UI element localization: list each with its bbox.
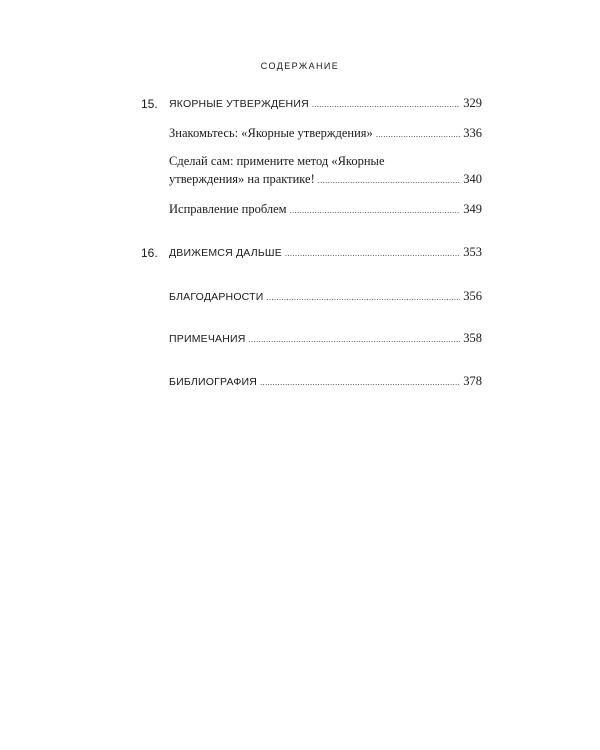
- chapter-15-number: 15.: [141, 97, 158, 111]
- chapter-16-title: ДВИЖЕМСЯ ДАЛЬШЕ: [169, 247, 282, 259]
- toc-entry-section-meet[interactable]: [169, 125, 482, 143]
- dot-leader: [318, 172, 460, 189]
- dot-leader: [376, 126, 460, 143]
- dot-leader: [266, 289, 460, 306]
- dot-leader: [249, 331, 461, 348]
- dot-leader: [312, 96, 460, 113]
- section-meet-title: Знакомьтесь: «Якорные утверждения»: [169, 126, 373, 140]
- dot-leader: [285, 245, 460, 262]
- toc-entry-notes[interactable]: [169, 330, 482, 348]
- section-diy-page: 340: [463, 172, 482, 186]
- section-troubleshooting-page: 349: [463, 202, 482, 216]
- section-diy-title-line1[interactable]: Сделай сам: примените метод «Якорные: [169, 154, 385, 168]
- toc-entry-chapter-16[interactable]: [169, 244, 482, 262]
- chapter-15-title: ЯКОРНЫЕ УТВЕРЖДЕНИЯ: [169, 98, 309, 110]
- toc-entry-chapter-15[interactable]: [169, 95, 482, 113]
- chapter-16-page: 353: [463, 245, 482, 259]
- acknowledgements-title: БЛАГОДАРНОСТИ: [169, 291, 264, 303]
- section-diy-title-line2: утверждения» на практике!: [169, 172, 315, 186]
- section-troubleshooting-title: Исправление проблем: [169, 202, 287, 216]
- dot-leader: [260, 374, 460, 391]
- toc-entry-section-diy[interactable]: [169, 171, 482, 189]
- toc-entry-bibliography[interactable]: [169, 373, 482, 391]
- notes-title: ПРИМЕЧАНИЯ: [169, 333, 246, 345]
- dot-leader: [290, 202, 461, 219]
- section-meet-page: 336: [463, 126, 482, 140]
- chapter-16-number: 16.: [141, 246, 158, 260]
- acknowledgements-page: 356: [463, 289, 482, 303]
- notes-page: 358: [463, 331, 482, 345]
- toc-entry-section-troubleshooting[interactable]: [169, 201, 482, 219]
- bibliography-title: БИБЛИОГРАФИЯ: [169, 376, 258, 388]
- bibliography-page: 378: [463, 374, 482, 388]
- toc-entry-acknowledgements[interactable]: [169, 288, 482, 306]
- page-header-title: СОДЕРЖАНИЕ: [260, 61, 340, 71]
- chapter-15-page: 329: [463, 96, 482, 110]
